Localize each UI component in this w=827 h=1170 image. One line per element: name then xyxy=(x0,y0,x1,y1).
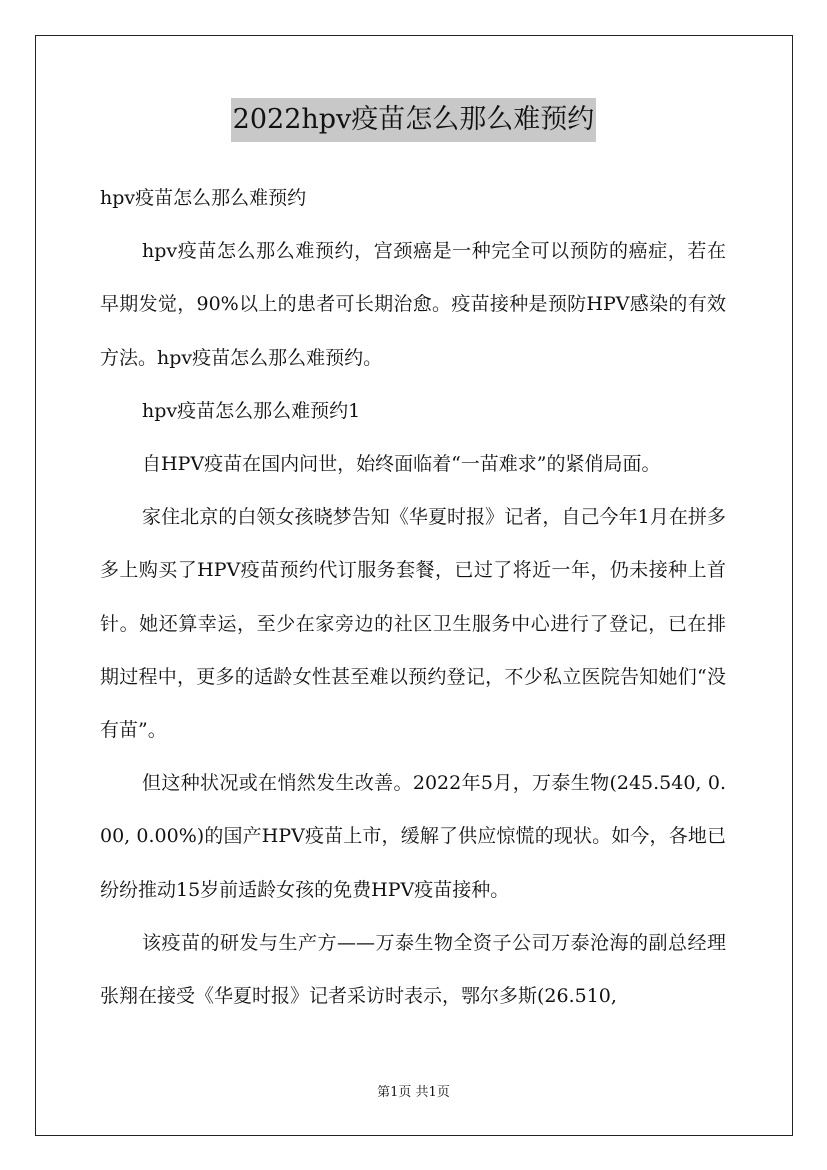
section-heading: hpv疫苗怎么那么难预约1 xyxy=(142,399,361,422)
paragraph: 自HPV疫苗在国内问世，始终面临着“一苗难求”的紧俏局面。 xyxy=(142,453,661,476)
subheading: hpv疫苗怎么那么难预约 xyxy=(100,187,307,209)
paragraph: 家住北京的白领女孩晓梦告知《华夏时报》记者，自己今年1月在拼多多上购买了HPV疫苗预约代订服务套餐，已过了将近一年，仍未接种上首针。她还算幸运，至少在家旁边的社区卫生服务中心进行了登记，已在排期过程中，更多的适龄女性甚至难以预约登记，不少私立医院告知她们“没有苗”。 xyxy=(100,506,726,742)
title-container xyxy=(0,98,827,142)
paragraph: 该疫苗的研发与生产方——万泰生物全资子公司万泰沧海的副总经理张翔在接受《华夏时报》记者采访时表示，鄂尔多斯(26.510, xyxy=(100,931,726,1008)
document-title: 2022hpv疫苗怎么那么难预约 xyxy=(231,98,597,142)
paragraph: hpv疫苗怎么那么难预约，宫颈癌是一种完全可以预防的癌症，若在早期发觉，90%以上的患者可长期治愈。疫苗接种是预防HPV感染的有效方法。hpv疫苗怎么那么难预约。 xyxy=(100,240,726,369)
paragraph: 但这种状况或在悄然发生改善。2022年5月，万泰生物(245.540, 0.00, 0.00%)的国产HPV疫苗上市，缓解了供应惊慌的现状。如今，各地已纷纷推动15岁前适龄女孩的免费HPV疫苗接种。 xyxy=(100,772,726,901)
page-footer: 第1页 共1页 xyxy=(377,1085,450,1100)
document-body xyxy=(100,172,726,1023)
